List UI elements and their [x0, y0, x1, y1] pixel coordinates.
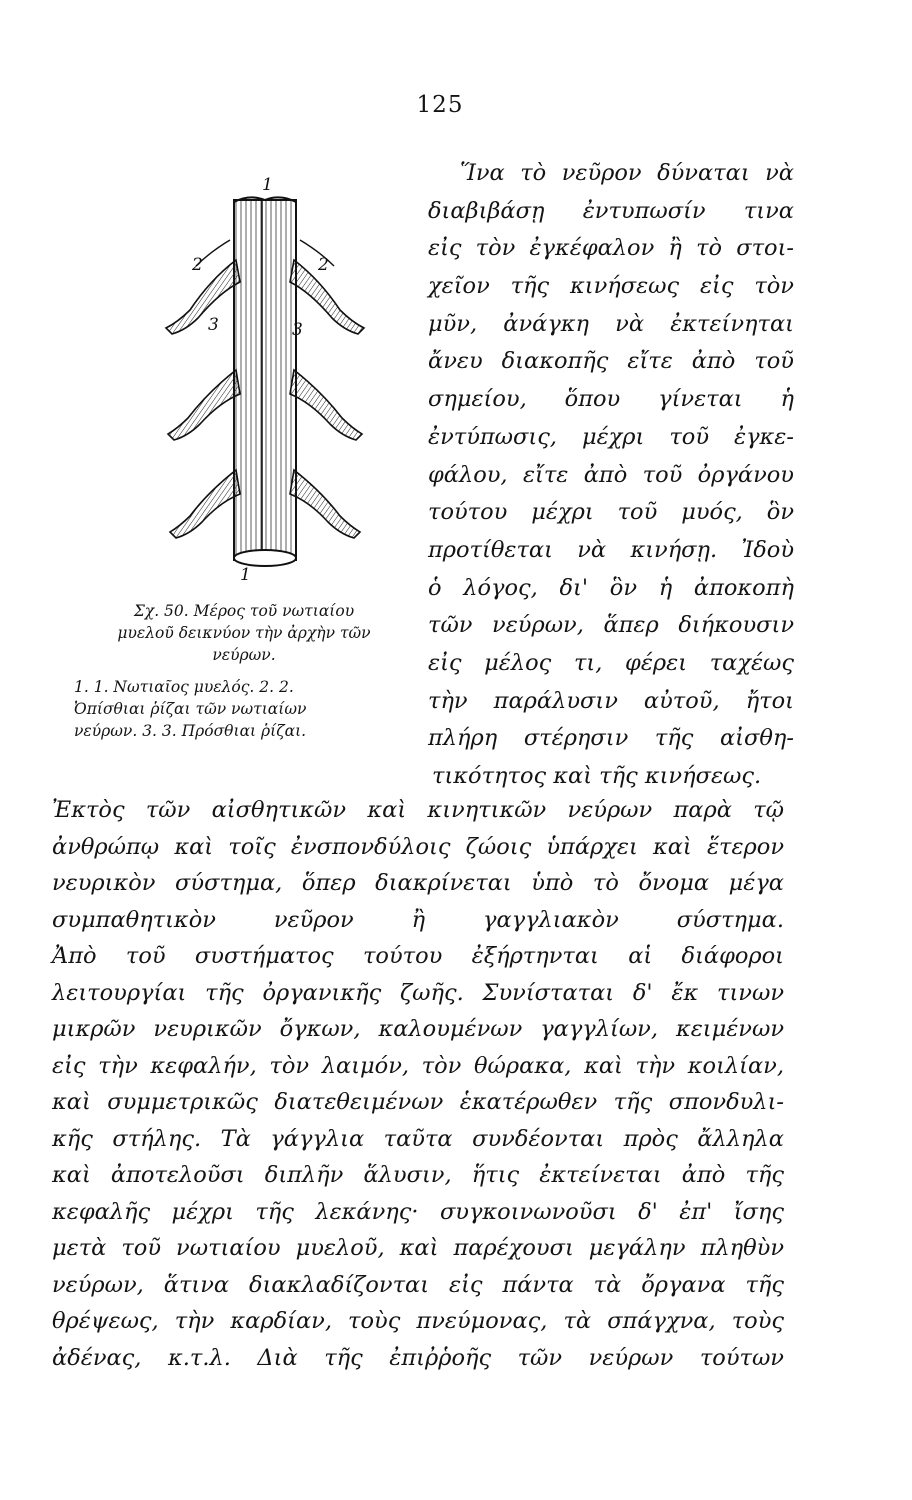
text-line: τὴν παράλυσιν αὐτοῦ, ἤτοι [428, 687, 794, 714]
text-line: καὶ ἀποτελοῦσι διπλῆν ἅλυσιν, ἥτις ἐκτείνεται ἀπὸ τῆς [52, 1162, 784, 1188]
caption-legend [74, 676, 414, 742]
text-line: μικρῶν νευρικῶν ὄγκων, καλουμένων γαγγλίων, κειμένων [52, 1016, 784, 1042]
text-line: μῦν, ἀνάγκη νὰ ἐκτείνηται [428, 310, 794, 337]
label-1-top: 1 [262, 175, 273, 195]
spinal-cord-illustration [150, 170, 400, 590]
text-line: εἰς μέλος τι, φέρει ταχέως [428, 649, 794, 676]
text-line: νευρικὸν σύστημα, ὅπερ διακρίνεται ὑπὸ τὸ ὄνομα μέγα [52, 870, 784, 896]
text-line: τούτου μέχρι τοῦ μυός, ὃν [428, 499, 794, 526]
text-line: ἀδένας, κ.τ.λ. Διὰ τῆς ἐπιῤῥοῆς τῶν νεύρων τούτων [52, 1344, 784, 1371]
label-2-left: 2 [192, 255, 203, 275]
text-line: ἄνευ διακοπῆς εἴτε ἀπὸ τοῦ [428, 348, 794, 375]
text-line: τῶν νεύρων, ἅπερ διήκουσιν [428, 612, 794, 639]
body-paragraph [52, 792, 784, 1376]
text-line: κεφαλῆς μέχρι τῆς λεκάνης· συγκοινωνοῦσι δ' ἐπ' ἴσης [52, 1198, 784, 1225]
caption-legend-line: νεύρων. 3. 3. Πρόσθιαι ῥίζαι. [74, 722, 307, 740]
text-line: φάλου, εἴτε ἀπὸ τοῦ ὀργάνου [428, 461, 794, 488]
right-column-text [428, 155, 794, 796]
text-line: χεῖον τῆς κινήσεως εἰς τὸν [428, 273, 794, 300]
text-line: καὶ συμμετρικῶς διατεθειμένων ἑκατέρωθεν τῆς σπονδυλι- [52, 1089, 784, 1115]
text-line: Ἀπὸ τοῦ συστήματος τούτου ἐξήρτηνται αἱ διάφοροι [52, 943, 784, 969]
label-3-left: 3 [208, 315, 219, 335]
text-line: πλήρη στέρησιν τῆς αἰσθη- [428, 725, 794, 752]
caption-legend-line: 1. 1. Νωτιαῖος μυελός. 2. 2. [74, 678, 294, 696]
text-line: Ἐκτὸς τῶν αἰσθητικῶν καὶ κινητικῶν νεύρων παρὰ τῷ [52, 797, 784, 823]
figure-caption [74, 600, 414, 742]
spinal-cord-figure [150, 170, 400, 590]
caption-title-line: Σχ. 50. Μέρος τοῦ νωτιαίου [133, 602, 355, 620]
page-number: 125 [416, 92, 464, 118]
text-line: συμπαθητικὸν νεῦρον ἢ γαγγλιακὸν σύστημα. [52, 906, 784, 933]
label-3-right: 3 [292, 320, 303, 340]
spinal-cord [234, 197, 296, 566]
text-line: νεύρων, ἅτινα διακλαδίζονται εἰς πάντα τὰ ὄργανα τῆς [52, 1271, 784, 1298]
text-line: εἰς τὴν κεφαλήν, τὸν λαιμόν, τὸν θώρακα, καὶ τὴν κοιλίαν, [52, 1052, 784, 1079]
label-2-right: 2 [318, 255, 329, 275]
text-line: κῆς στήλης. Τὰ γάγγλια ταῦτα συνδέονται πρὸς ἄλληλα [52, 1125, 784, 1152]
text-line: θρέψεως, τὴν καρδίαν, τοὺς πνεύμονας, τὰ σπάγχνα, τοὺς [52, 1308, 784, 1334]
text-line: εἰς τὸν ἐγκέφαλον ἢ τὸ στοι- [428, 235, 794, 262]
text-line: σημείου, ὅπου γίνεται ἡ [428, 386, 794, 413]
text-line: Ἵνα τὸ νεῦρον δύναται νὰ [460, 160, 794, 186]
text-line: λειτουργίαι τῆς ὀργανικῆς ζωῆς. Συνίσταται δ' ἔκ τινων [52, 979, 784, 1006]
caption-title-line: νεύρων. [212, 646, 276, 664]
text-line: διαβιβάσῃ ἐντυπωσίν τινα [428, 197, 794, 224]
caption-title-line: μυελοῦ δεικνύον τὴν ἀρχὴν τῶν [117, 624, 371, 642]
text-line: τικότητος καὶ τῆς κινήσεως. [432, 763, 762, 789]
text-line: προτίθεται νὰ κινήσῃ. Ἰδοὺ [428, 536, 794, 563]
text-line: μετὰ τοῦ νωτιαίου μυελοῦ, καὶ παρέχουσι μεγάλην πληθὺν [52, 1235, 784, 1261]
caption-legend-line: Ὀπίσθιαι ῥίζαι τῶν νωτιαίων [74, 700, 307, 718]
text-line: ὁ λόγος, δι' ὃν ἡ ἀποκοπὴ [428, 574, 794, 601]
text-line: ἀνθρώπῳ καὶ τοῖς ἐνσπονδύλοις ζώοις ὑπάρχει καὶ ἕτερον [52, 833, 784, 860]
text-line: ἐντύπωσις, μέχρι τοῦ ἐγκε- [428, 423, 794, 450]
label-1-bottom: 1 [240, 565, 251, 585]
